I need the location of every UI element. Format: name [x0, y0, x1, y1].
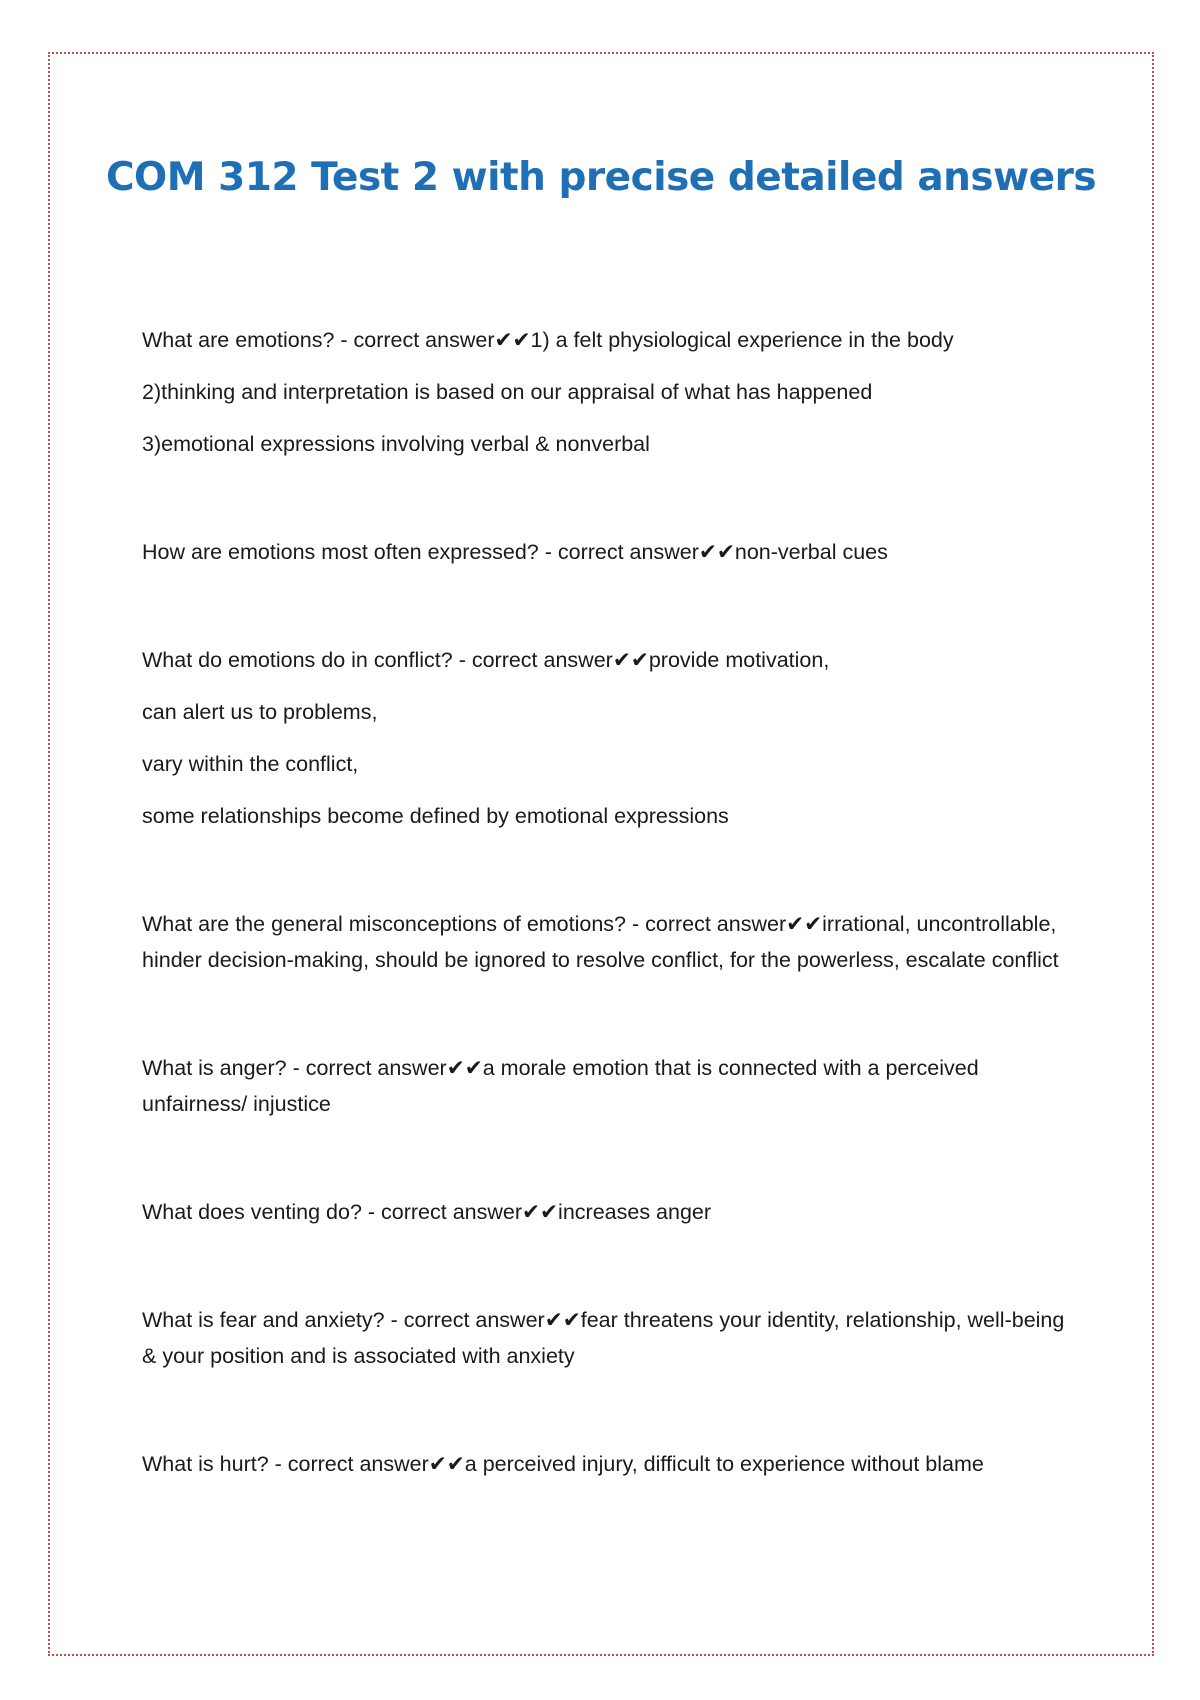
qa-entry [142, 906, 1072, 978]
qa-line: What do emotions do in conflict? - correct answer✔✔provide motivation, [142, 648, 830, 672]
qa-entry [142, 1446, 1072, 1482]
qa-line: How are emotions most often expressed? - correct answer✔✔non-verbal cues [142, 540, 888, 564]
qa-paragraph: What is fear and anxiety? - correct answer✔✔fear threatens your identity, relationship, well-being & your position and is associated with anxiety [142, 1308, 1065, 1368]
qa-line: some relationships become defined by emotional expressions [142, 804, 729, 828]
qa-entry [142, 1194, 1072, 1230]
document-title: COM 312 Test 2 with precise detailed answers [105, 155, 1097, 200]
qa-line: What are emotions? - correct answer✔✔1) a felt physiological experience in the body [142, 328, 954, 352]
qa-paragraph: What is anger? - correct answer✔✔a morale emotion that is connected with a perceived unfairness/ injustice [142, 1056, 979, 1116]
qa-entry [142, 322, 1072, 462]
qa-paragraph: What is hurt? - correct answer✔✔a perceived injury, difficult to experience without blame [142, 1452, 984, 1476]
qa-paragraph: What does venting do? - correct answer✔✔increases anger [142, 1200, 712, 1224]
qa-line: can alert us to problems, [142, 700, 378, 724]
qa-paragraph: What are the general misconceptions of emotions? - correct answer✔✔irrational, uncontrollable, hinder decision-making, should be ignored to resolve conflict, for the powerless, escalate conflict [142, 912, 1059, 972]
qa-line: vary within the conflict, [142, 752, 359, 776]
qa-entry [142, 642, 1072, 834]
qa-line: 2)thinking and interpretation is based on our appraisal of what has happened [142, 380, 873, 404]
qa-entry [142, 1050, 1072, 1122]
qa-entry [142, 534, 1072, 570]
qa-entry [142, 1302, 1072, 1374]
qa-line: 3)emotional expressions involving verbal & nonverbal [142, 432, 650, 456]
document-body [142, 322, 1072, 1554]
